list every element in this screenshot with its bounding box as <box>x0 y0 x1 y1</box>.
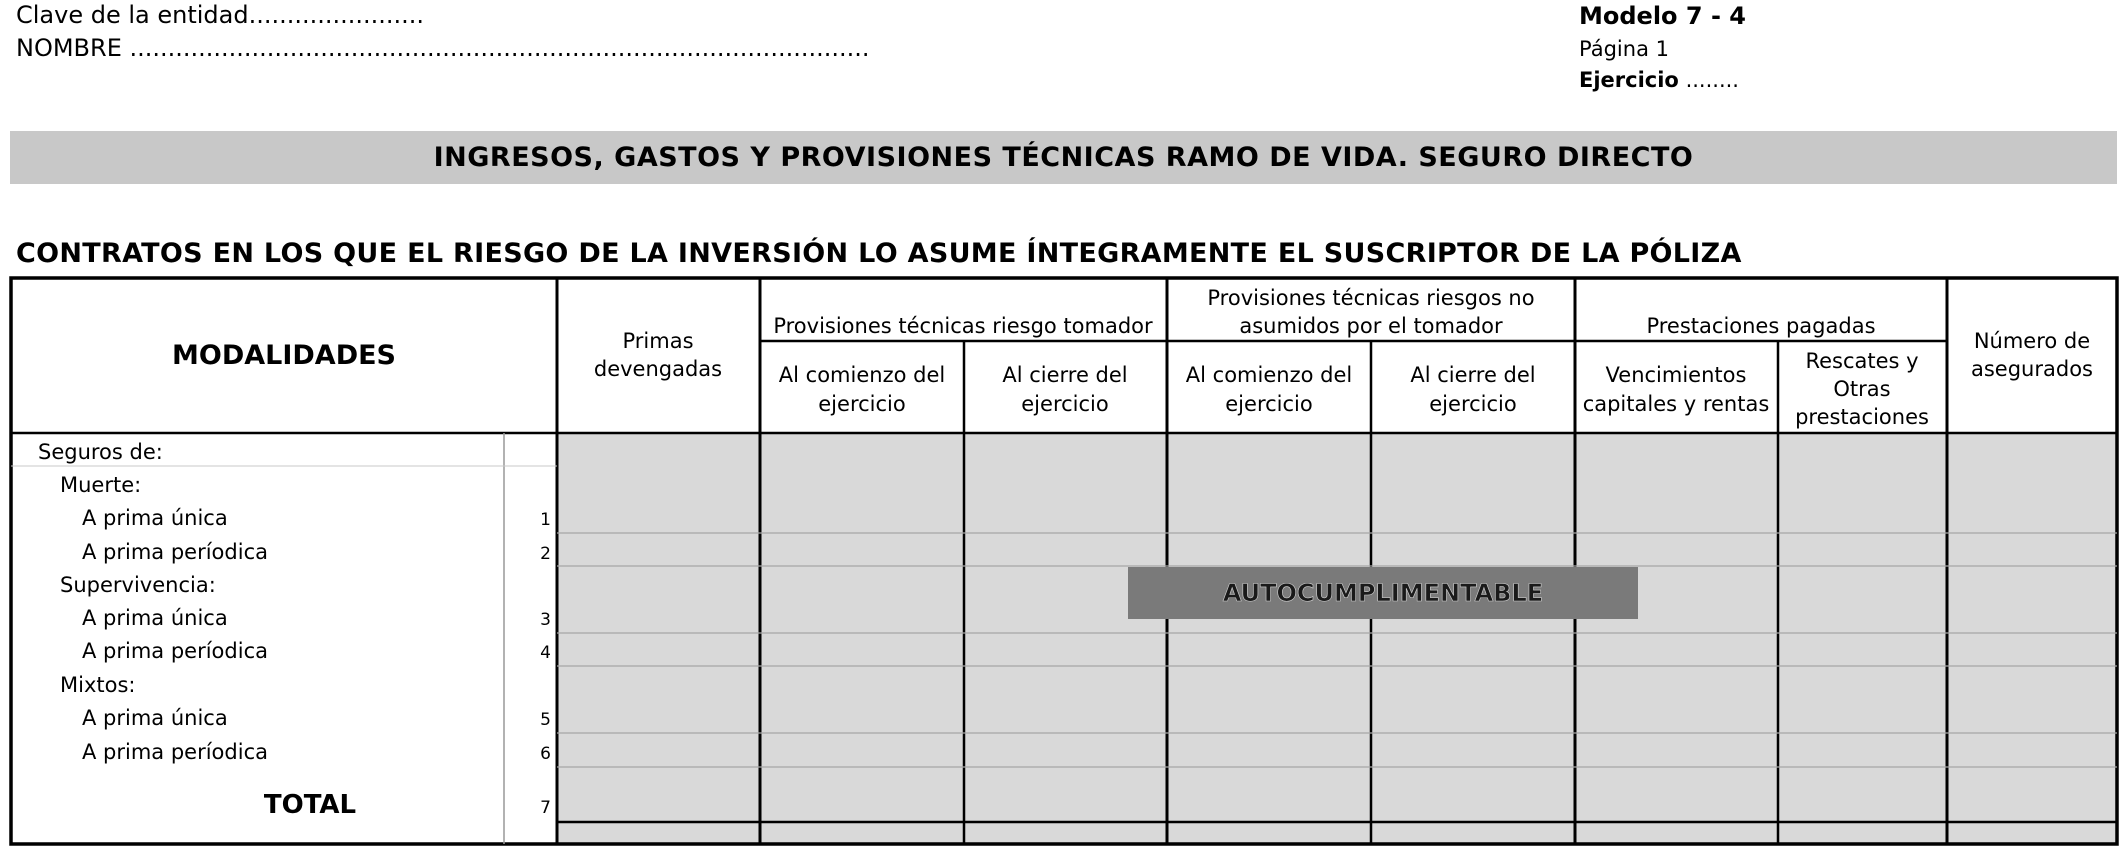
numero-asegurados-header-line1: Número de <box>1973 329 2091 353</box>
ptna-comienzo-line1: Al comienzo del <box>1185 363 1353 387</box>
autocumplimentable-text: AUTOCUMPLIMENTABLE <box>1222 579 1544 607</box>
row-muerte-prima-unica: A prima única <box>82 506 228 530</box>
section-title: CONTRATOS EN LOS QUE EL RIESGO DE LA INVERSIÓN LO ASUME ÍNTEGRAMENTE EL SUSCRIPTOR DE LA PÓLIZA <box>16 238 1742 269</box>
row-seguros-de: Seguros de: <box>38 440 163 464</box>
prov-tomador-header: Provisiones técnicas riesgo tomador <box>773 314 1153 338</box>
row-number-7: 7 <box>540 798 551 818</box>
row-number-1: 1 <box>540 510 551 530</box>
vencimientos-line2: capitales y rentas <box>1582 392 1770 416</box>
row-mixtos-prima-unica: A prima única <box>82 706 228 730</box>
ptna-cierre-line2: ejercicio <box>1429 392 1517 416</box>
primas-header-line1: Primas <box>622 329 694 353</box>
ptna-comienzo-line2: ejercicio <box>1225 392 1313 416</box>
entity-code-field: Clave de la entidad....................... <box>16 1 425 29</box>
row-number-5: 5 <box>540 710 551 730</box>
ptna-cierre-line1: Al cierre del <box>1410 363 1536 387</box>
row-total: TOTAL <box>263 790 357 820</box>
exercise-dots: ........ <box>1685 68 1739 92</box>
numero-asegurados-header-line2: asegurados <box>1971 357 2093 381</box>
row-supervivencia-prima-unica: A prima única <box>82 606 228 630</box>
exercise-label-text: Ejercicio <box>1579 68 1679 92</box>
ptt-cierre-line1: Al cierre del <box>1002 363 1128 387</box>
modalidades-header: MODALIDADES <box>172 340 396 371</box>
data-area-fill <box>556 433 2117 844</box>
rescates-line3: prestaciones <box>1795 405 1929 429</box>
row-muerte: Muerte: <box>60 473 142 497</box>
ptt-cierre-line2: ejercicio <box>1021 392 1109 416</box>
entity-name-field: NOMBRE ................................................................................................. <box>16 34 870 62</box>
rescates-line1: Rescates y <box>1805 349 1919 373</box>
page-label: Página 1 <box>1579 37 1669 61</box>
ptt-comienzo-line2: ejercicio <box>818 392 906 416</box>
prestaciones-header: Prestaciones pagadas <box>1646 314 1876 338</box>
row-number-4: 4 <box>540 643 551 663</box>
row-mixtos: Mixtos: <box>60 673 136 697</box>
row-number-2: 2 <box>540 544 551 564</box>
model-label: Modelo 7 - 4 <box>1579 2 1746 30</box>
ptt-comienzo-line1: Al comienzo del <box>778 363 946 387</box>
banner-title: INGRESOS, GASTOS Y PROVISIONES TÉCNICAS RAMO DE VIDA. SEGURO DIRECTO <box>433 142 1694 173</box>
prov-no-asumidos-header-line1: Provisiones técnicas riesgos no <box>1207 286 1535 310</box>
row-mixtos-prima-periodica: A prima períodica <box>82 740 268 764</box>
row-number-6: 6 <box>540 744 551 764</box>
row-supervivencia-prima-periodica: A prima períodica <box>82 639 268 663</box>
primas-header-line2: devengadas <box>593 357 723 381</box>
rescates-line2: Otras <box>1833 377 1891 401</box>
prov-no-asumidos-header-line2: asumidos por el tomador <box>1239 314 1503 338</box>
row-muerte-prima-periodica: A prima períodica <box>82 540 268 564</box>
row-number-3: 3 <box>540 610 551 630</box>
row-supervivencia: Supervivencia: <box>60 573 216 597</box>
vencimientos-line1: Vencimientos <box>1605 363 1747 387</box>
